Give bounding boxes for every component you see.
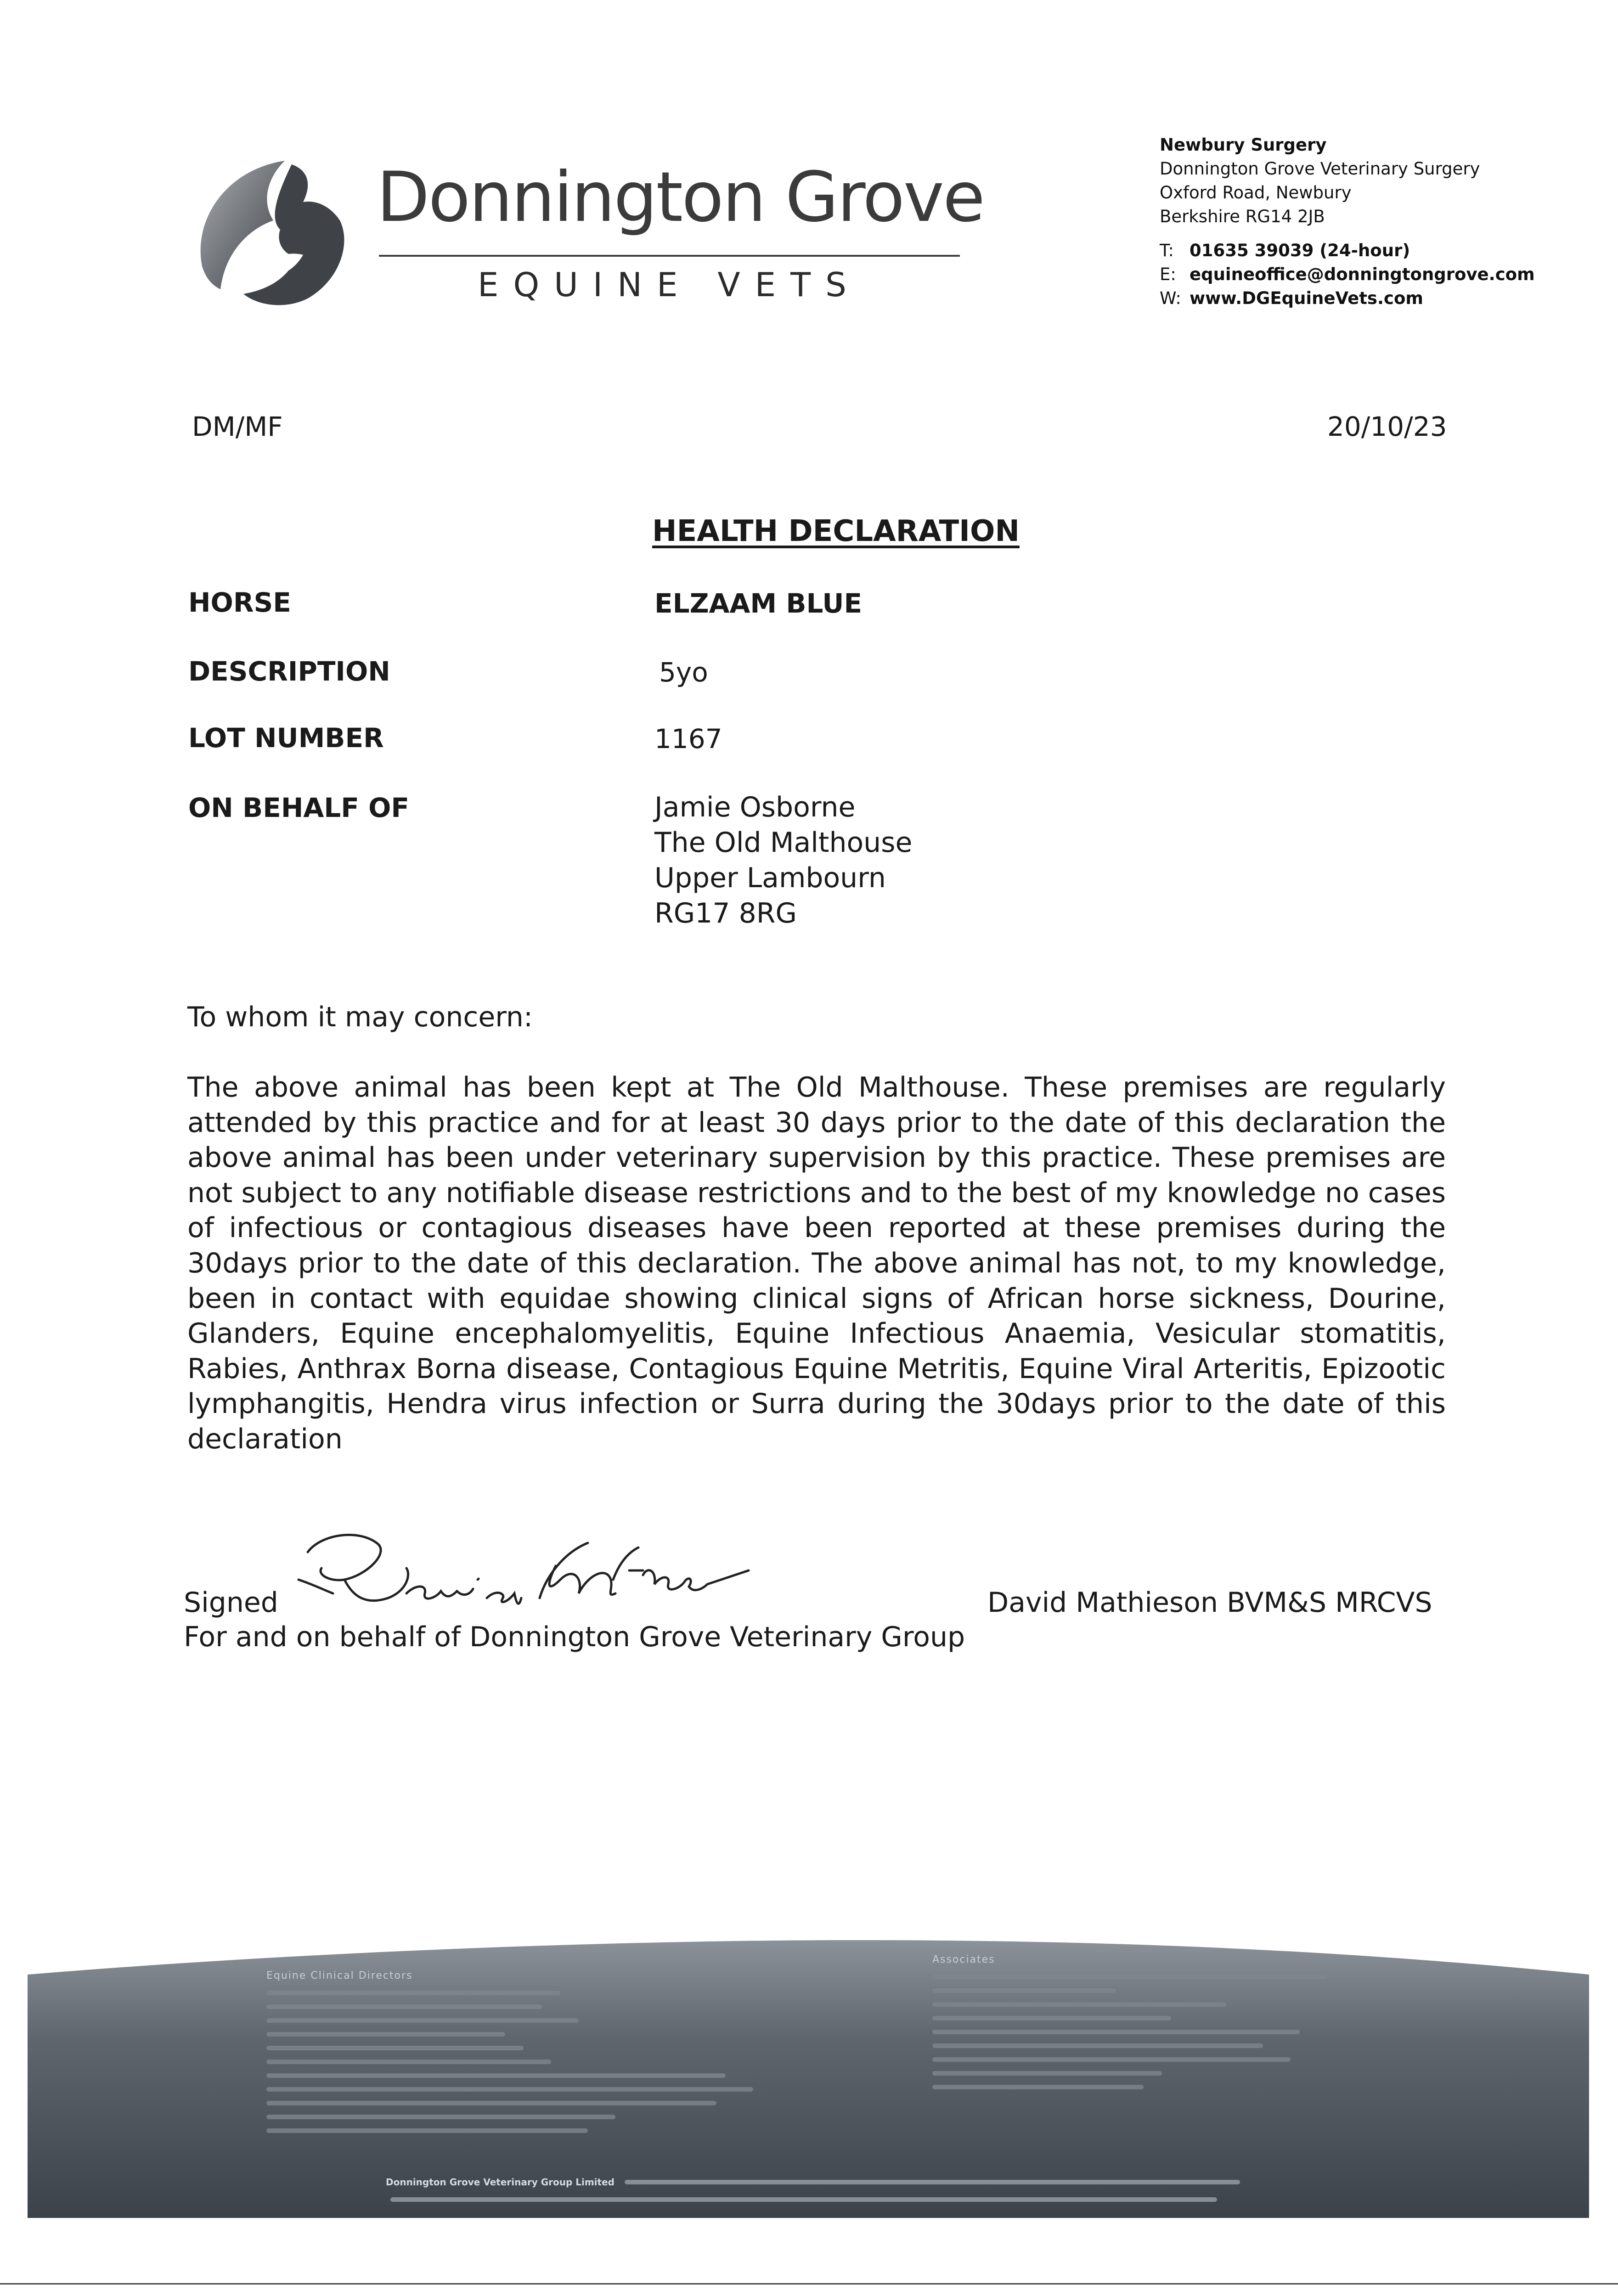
owner-address: [654, 790, 912, 931]
reference-code: DM/MF: [192, 411, 283, 442]
horse-logo-icon: [193, 152, 358, 308]
address-line: Oxford Road, Newbury: [1160, 183, 1352, 203]
footer-company-name: Donnington Grove Veterinary Group Limited: [386, 2177, 615, 2188]
website: www.DGEquineVets.com: [1190, 288, 1423, 308]
web-label: W:: [1160, 288, 1181, 308]
horse-value: ELZAAM BLUE: [654, 588, 863, 619]
email-label: E:: [1160, 264, 1176, 284]
owner-postcode: RG17 8RG: [654, 897, 797, 929]
address-line: Berkshire RG14 2JB: [1160, 207, 1325, 226]
surgery-address: [1160, 133, 1535, 310]
directors-heading: Equine Clinical Directors: [266, 1970, 413, 1981]
footer-banner: [28, 1933, 1589, 2218]
on-behalf-label: ON BEHALF OF: [188, 792, 409, 823]
document-title: HEALTH DECLARATION: [652, 514, 1020, 548]
surgery-name: Newbury Surgery: [1160, 135, 1327, 155]
associates-heading: Associates: [932, 1954, 995, 1965]
lot-number-label: LOT NUMBER: [188, 722, 384, 754]
brand-subtitle: EQUINE VETS: [478, 265, 861, 304]
description-value: 5yo: [659, 657, 708, 688]
letter-date: 20/10/23: [1327, 411, 1447, 442]
lot-number-value: 1167: [654, 723, 722, 754]
email-address: equineoffice@donningtongrove.com: [1190, 264, 1535, 284]
owner-address-line: The Old Malthouse: [654, 827, 913, 859]
phone-number: 01635 39039 (24-hour): [1190, 241, 1410, 260]
brand-name: Donnington Grove: [377, 158, 984, 237]
phone-label: T:: [1160, 241, 1174, 260]
signed-label: Signed: [184, 1587, 278, 1619]
declaration-body: The above animal has been kept at The Old Malthouse. These premises are regularly attended by this practice and for at least 30 days prior to the date of this declaration the above animal has been under veterinary supervision by this practice. These premises are not subject to any notifiable disease restrictions and to the best of my knowledge no cases of infectious or contagious diseases have been reported at these premises during the 30days prior to the date of this declaration. The above animal has not, to my knowledge, been in contact with equidae showing clinical signs of African horse sickness, Dourine, Glanders, Equine encephalomyelitis, Equine Infectious Anaemia, Vesicular stomatitis, Rabies, Anthrax Borna disease, Contagious Equine Metritis, Equine Viral Arteritis, Epizootic lymphangitis, Hendra virus infection or Surra during the 30days prior to the date of this declaration: [187, 1071, 1446, 1455]
handwritten-signature: [289, 1525, 753, 1621]
on-behalf-statement: For and on behalf of Donnington Grove Veterinary Group: [184, 1621, 965, 1653]
salutation: To whom it may concern:: [187, 1001, 533, 1033]
horse-label: HORSE: [188, 587, 291, 618]
owner-name: Jamie Osborne: [654, 791, 856, 823]
address-line: Donnington Grove Veterinary Surgery: [1160, 159, 1480, 179]
brand-divider: [379, 255, 960, 257]
owner-address-line: Upper Lambourn: [654, 862, 886, 894]
signer-name: David Mathieson BVM&S MRCVS: [987, 1587, 1432, 1619]
page-bottom-rule: [0, 2283, 1618, 2285]
description-label: DESCRIPTION: [188, 656, 390, 687]
